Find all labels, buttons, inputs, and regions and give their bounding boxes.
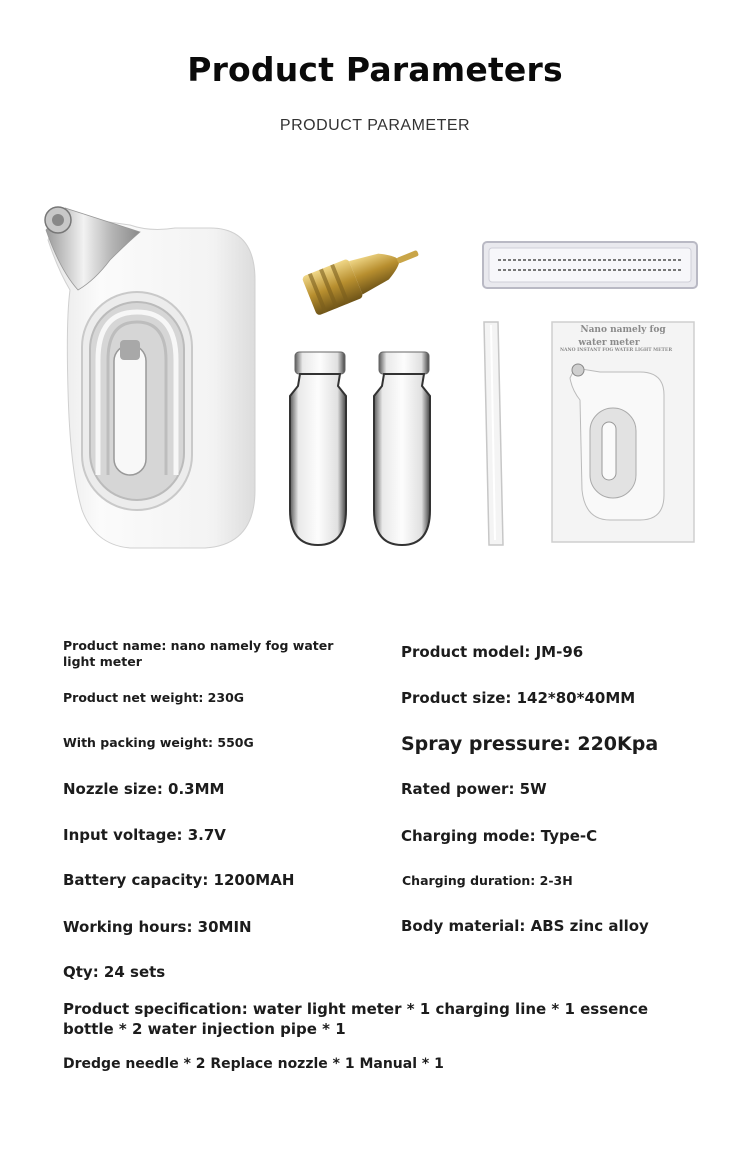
spec-input-voltage: Input voltage: 3.7V (63, 826, 226, 844)
spec-nozzle-size: Nozzle size: 0.3MM (63, 780, 225, 798)
spec-spray-pressure: Spray pressure: 220Kpa (401, 733, 659, 755)
spec-working-hours: Working hours: 30MIN (63, 918, 252, 936)
nozzle-image (302, 233, 426, 316)
page-subtitle: PRODUCT PARAMETER (279, 117, 471, 134)
spec-specification: Product specification: water light meter * 1 charging line * 1 essence bottle * 2 water injection pipe * 1 (63, 1000, 649, 1038)
spec-net-weight: Product net weight: 230G (63, 690, 245, 705)
water-pipe-image (484, 322, 503, 545)
spec-qty: Qty: 24 sets (63, 963, 166, 981)
spec-charging-duration: Charging duration: 2-3H (402, 873, 573, 888)
device-image (45, 207, 255, 548)
spec-charging-mode: Charging mode: Type-C (401, 827, 598, 845)
spec-packing-weight: With packing weight: 550G (63, 735, 254, 750)
spec-battery-capacity: Battery capacity: 1200MAH (63, 871, 295, 889)
page-title: Product Parameters (187, 50, 563, 89)
box-text-3: NANO INSTANT FOG WATER LIGHT METER (559, 348, 673, 353)
product-images (0, 190, 750, 570)
box-text-1: Nano namely fog (580, 325, 666, 335)
spec-product-model: Product model: JM-96 (401, 643, 584, 661)
essence-bottle-1 (290, 352, 346, 545)
essence-bottle-2 (374, 352, 430, 545)
spec-rated-power: Rated power: 5W (401, 780, 547, 798)
manual-image (552, 322, 694, 542)
spec-product-name: Product name: nano namely fog water light meter (63, 638, 334, 669)
spec-product-size: Product size: 142*80*40MM (401, 689, 636, 707)
needle-pack-image (483, 242, 697, 288)
box-text-2: water meter (578, 338, 640, 348)
spec-body-material: Body material: ABS zinc alloy (401, 917, 649, 935)
spec-extras: Dredge needle * 2 Replace nozzle * 1 Manual * 1 (63, 1056, 444, 1072)
